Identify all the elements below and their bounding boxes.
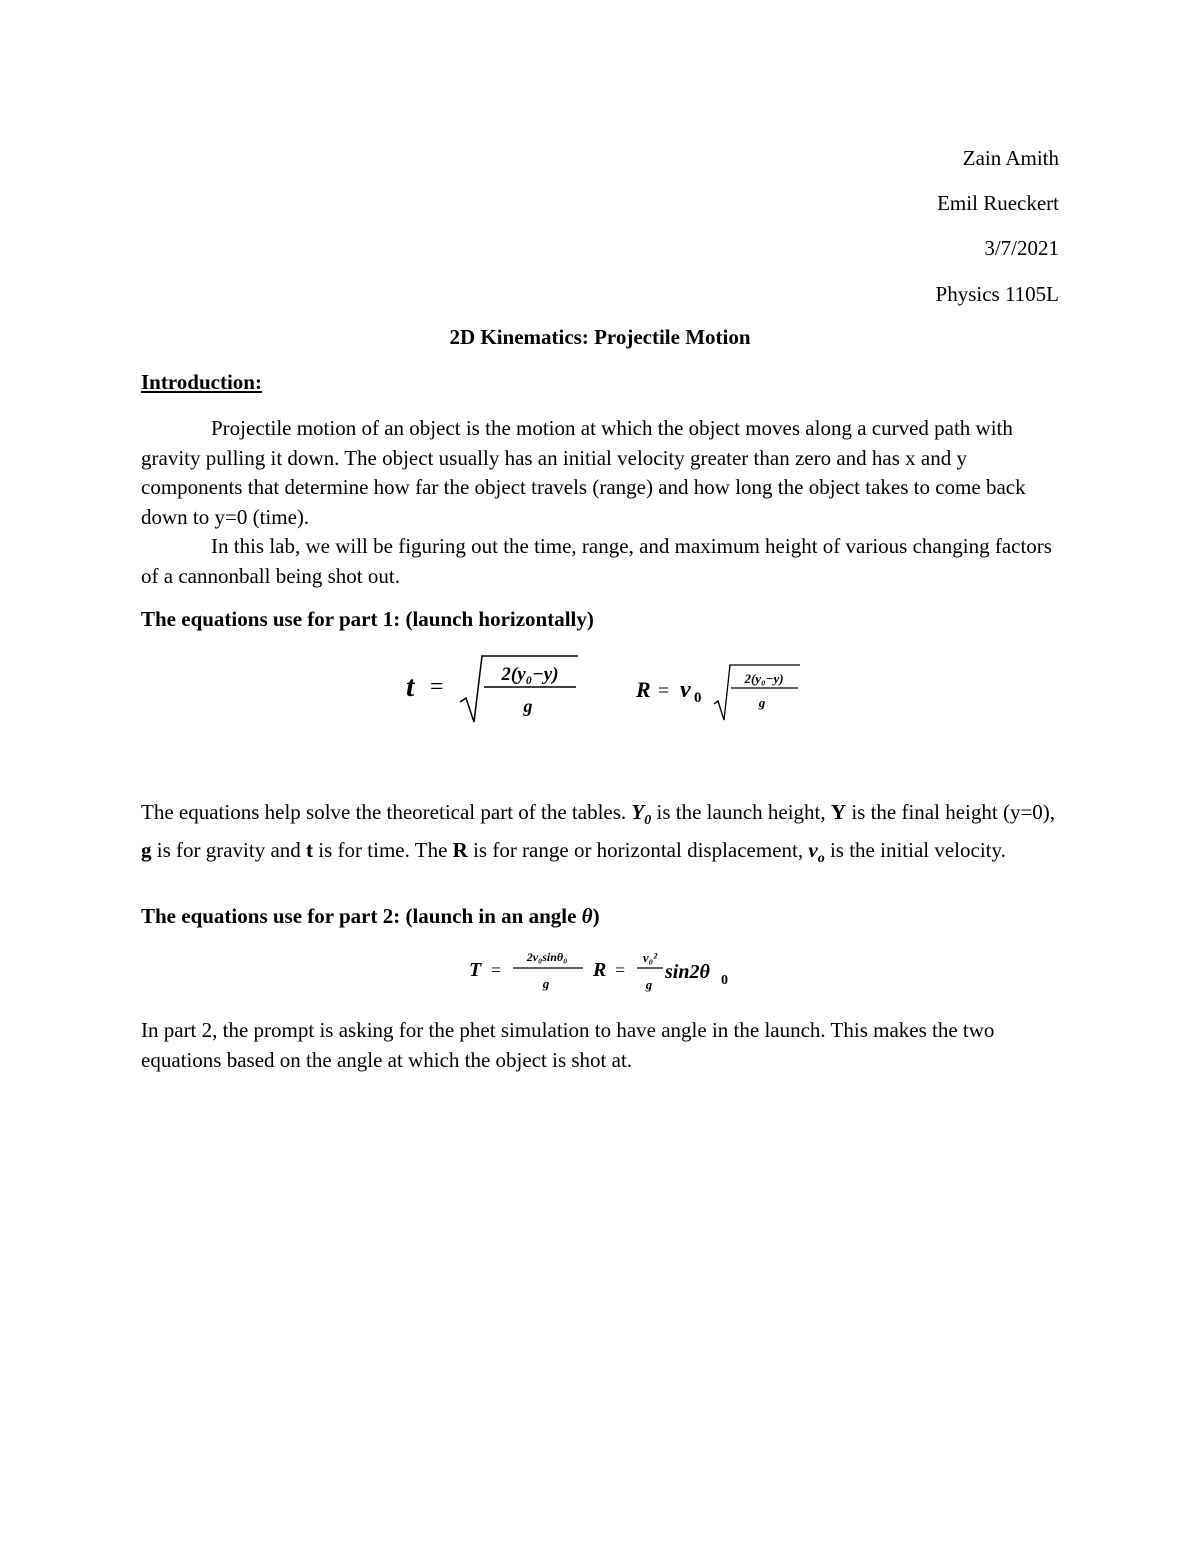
report-date: 3/7/2021 [984, 236, 1059, 260]
introduction-paragraph-2: In this lab, we will be figuring out the time, range, and maximum height of various changing factors of a cannonball being shot out. [141, 534, 1052, 588]
expl-y0-symbol: Y [631, 800, 645, 824]
eq-T-equals: = [491, 960, 502, 980]
eq-R-tail: sin2θ [665, 961, 710, 983]
expl-g-symbol: g [141, 837, 152, 862]
eq-T-denominator: g [542, 976, 550, 991]
eq-R-equals: = [615, 960, 626, 980]
part2-heading [141, 904, 600, 928]
eq-r-coef-sub: 0 [694, 690, 702, 706]
expl-s2: is the launch height, [651, 800, 831, 824]
course-name: Physics 1105L [935, 282, 1059, 306]
angle-equations [465, 946, 745, 998]
expl-s4: is for gravity and [151, 837, 307, 862]
range-equation [632, 660, 804, 722]
expl-r-symbol: R [452, 837, 468, 862]
eq-t-denominator: g [523, 696, 533, 716]
eq-t-equals: = [430, 674, 444, 700]
partner-name: Emil Rueckert [937, 191, 1059, 215]
eq-t-numerator: 2(y₀−y) [501, 664, 559, 685]
expl-s1: The equations help solve the theoretical part of the tables. [141, 800, 632, 824]
eq-R-denominator: g [645, 977, 653, 992]
introduction-paragraph-1: Projectile motion of an object is the motion at which the object moves along a curved path with gravity pulling it down. The object usually has an initial velocity greater than zero and has x and y components that determine how far the object travels (range) and how long the object takes to come back down to y=0 (time). [141, 416, 1026, 529]
author-name: Zain Amith [962, 146, 1059, 170]
document-title: 2D Kinematics: Projectile Motion [449, 325, 751, 349]
eq-r-numerator: 2(y₀−y) [744, 671, 784, 686]
part2-heading-close: ) [592, 904, 600, 928]
expl-y0-sub: 0 [644, 813, 652, 829]
expl-v0-symbol: v [808, 837, 818, 862]
time-equation [400, 650, 580, 726]
eq-r-equals: = [658, 680, 670, 702]
eq-R-tail-sub: 0 [721, 973, 728, 988]
eq-r-lhs: R [636, 677, 651, 702]
part1-explanation [141, 798, 1061, 873]
part2-heading-text: The equations use for part 2: (launch in an angle [141, 904, 582, 928]
eq-T-numerator: 2v₀sinθ₀ [526, 950, 568, 964]
eq-T-lhs: T [469, 959, 482, 981]
part1-heading: The equations use for part 1: (launch horizontally) [141, 607, 594, 631]
eq-R-lhs: R [593, 959, 607, 981]
expl-s5: is for time. The [313, 837, 453, 862]
expl-v0-sub: o [817, 850, 825, 866]
eq-r-coef: v [680, 677, 691, 703]
introduction-heading: Introduction: [141, 370, 262, 394]
expl-t-symbol: t [306, 837, 314, 862]
part2-explanation: In part 2, the prompt is asking for the phet simulation to have angle in the launch. This makes the two equations based on the angle at which the object is shot at. [141, 1018, 995, 1072]
expl-y-symbol: Y [830, 800, 847, 824]
eq-R-numerator: v₀² [642, 950, 658, 965]
eq-t-lhs: t [406, 670, 415, 703]
part2-heading-theta: θ [581, 904, 593, 928]
eq-r-denominator: g [758, 695, 766, 710]
expl-s6: is for range or horizontal displacement, [467, 837, 809, 862]
expl-s7: is the initial velocity. [824, 837, 1006, 862]
expl-s3: is the final height (y=0), [846, 800, 1056, 824]
